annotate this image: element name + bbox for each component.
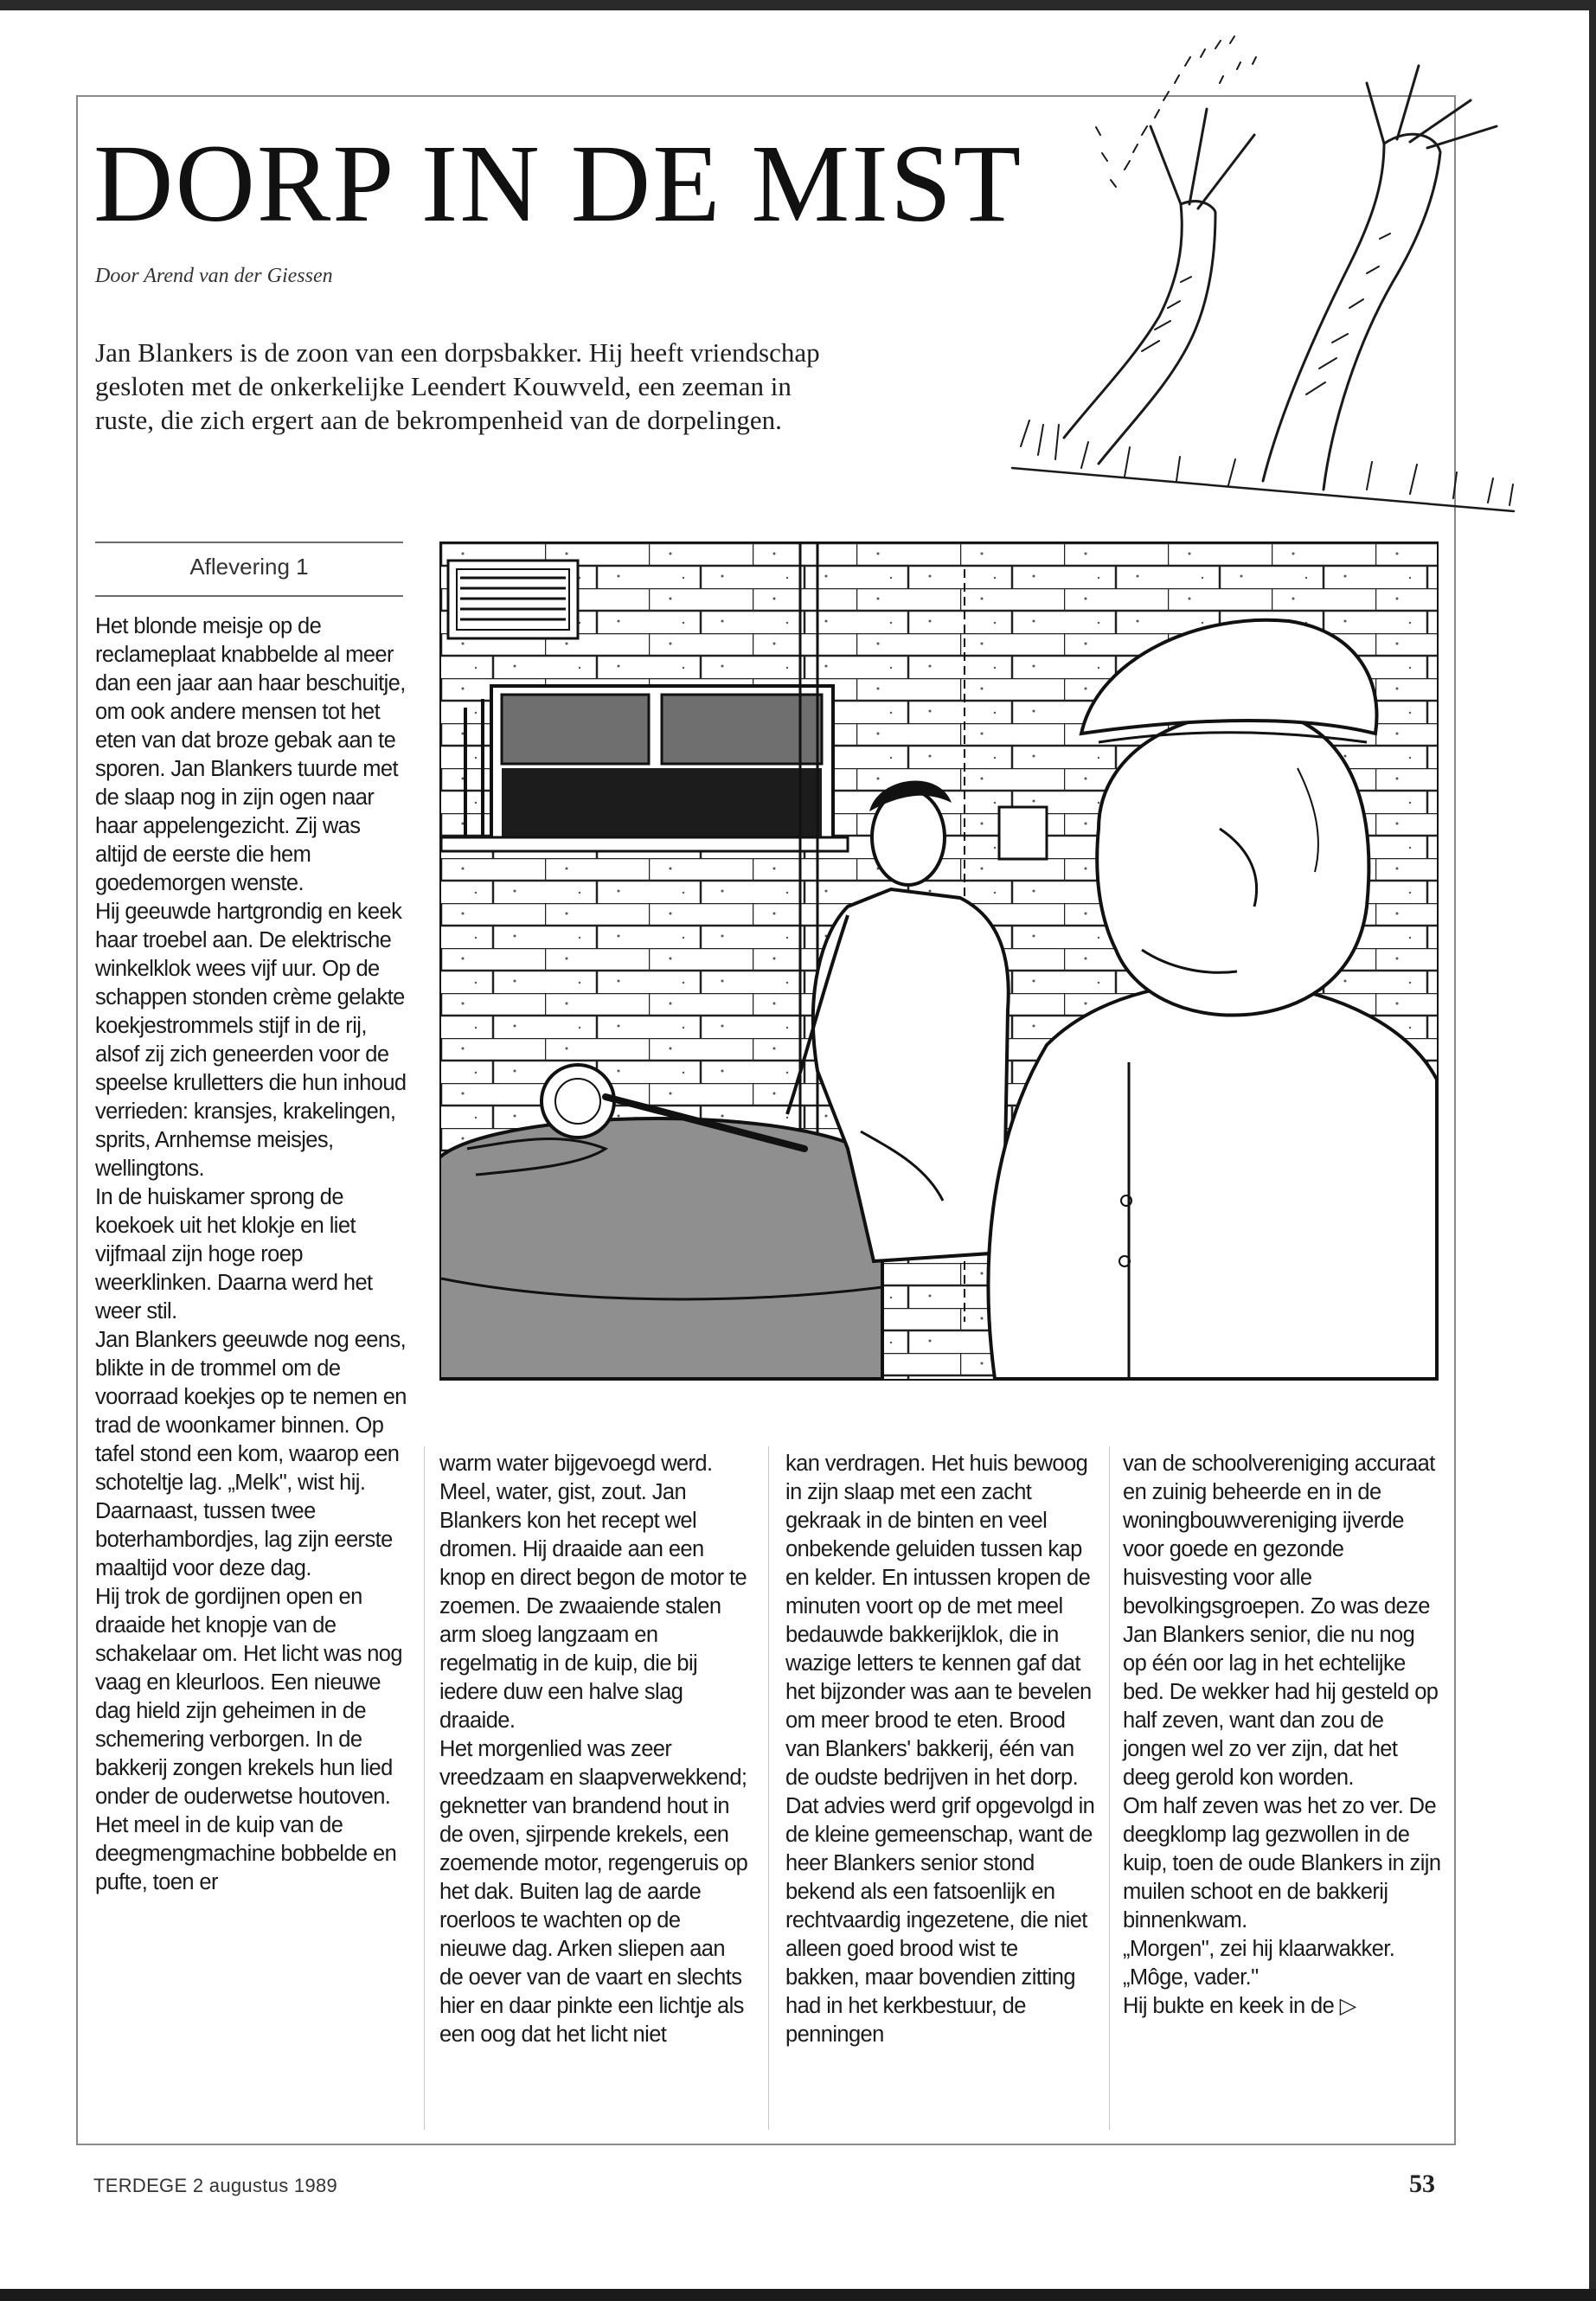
paragraph: Hij bukte en keek in de ▷ xyxy=(1123,1994,1356,2018)
text-column-1 xyxy=(95,612,407,1897)
episode-rule-top xyxy=(95,542,403,543)
column-divider xyxy=(768,1446,769,2130)
paragraph: In de huiskamer sprong de koekoek uit het klokje en liet vijfmaal zijn hoge roep weerklinken. Daarna werd het weer stil. xyxy=(95,1185,373,1324)
paragraph: kan verdragen. Het huis bewoog in zijn slaap met een zacht gekraak in de binten en veel onbekende geluiden tussen kap en kelder. En intussen kropen de minuten voort op de met meel bedauwde bakkerijklok, die in wazige letters te kennen gaf dat het bijzonder was aan te bevelen om meer brood te eten. Brood van Blankers' bakkerij, één van de oudste bedrijven in het dorp. Dat advies werd grif opgevolgd in de kleine gemeenschap, want de heer Blankers senior stond bekend als een fatsoenlijk en rechtvaardig ingezetene, die niet alleen goed brood wist te bakken, maar bovendien zitting had in het kerkbestuur, de penningen xyxy=(785,1452,1095,2047)
paragraph: Hij geeuwde hartgrondig en keek haar troebel aan. De elektrische winkelklok wees vijf uur. Op de schappen stonden crème gelakte koekjestrommels stijf in de rij, alsof zij zich geneerden voor de speelse krulletters die hun inhoud verrieden: kransjes, krakelingen, sprits, Arnhemse meisjes, wellingtons. xyxy=(95,900,407,1181)
paragraph: Het meel in de kuip van de deegmengmachine bobbelde en pufte, toen er xyxy=(95,1813,397,1894)
column-divider xyxy=(424,1446,425,2130)
article-intro: Jan Blankers is de zoon van een dorpsbakker. Hij heeft vriendschap gesloten met de onkerkelijke Leendert Kouwveld, een zeeman in ruste, die zich ergert aan de bekrompenheid van de dorpelingen. xyxy=(95,337,820,435)
episode-rule-bottom xyxy=(95,595,403,597)
paragraph: Het blonde meisje op de reclameplaat knabbelde al meer dan een jaar aan haar beschuitje, om ook andere mensen tot het eten van dat broze gebak aan te sporen. Jan Blankers tuurde met de slaap nog in zijn ogen naar haar appelengezicht. Zij was altijd de eerste die hem goedemorgen wenste. xyxy=(95,614,406,895)
paragraph: warm water bijgevoegd werd. Meel, water, gist, zout. Jan Blankers kon het recept wel dromen. Hij draaide aan een knop en direct begon de motor te zoemen. De zwaaiende stalen arm sloeg langzaam en regelmatig in de kuip, die bij iedere duw een halve slag draaide. xyxy=(439,1452,747,1733)
episode-label: Aflevering 1 xyxy=(189,554,309,580)
page-edge-bottom xyxy=(0,2289,1596,2301)
text-column-2 xyxy=(439,1450,751,2049)
paragraph: Jan Blankers geeuwde nog eens, blikte in de trommel om de voorraad koekjes op te nemen en trad de woonkamer binnen. Op tafel stond een kom, waarop een schoteltje lag. „Melk", wist hij. Daarnaast, tussen twee boterhambordjes, lag zijn eerste maaltijd voor deze dag. xyxy=(95,1328,407,1580)
page-edge-top xyxy=(0,0,1596,10)
paragraph: Het morgenlied was zeer vreedzaam en slaapverwekkend; geknetter van brandend hout in de oven, sjirpende krekels, een zoemende motor, regengeruis op het dak. Buiten lag de aarde roerloos te wachten op de nieuwe dag. Arken sliepen aan de oever van de vaart en slechts hier en daar pinkte een lichtje als een oog dat het licht niet xyxy=(439,1737,748,2047)
page-edge-right xyxy=(1589,0,1596,2301)
paragraph: Om half zeven was het zo ver. De deegklomp lag gezwollen in de kuip, toen de oude Blankers in zijn muilen schoot en de bakkerij binnenkwam. xyxy=(1123,1794,1441,1932)
paragraph: „Morgen", zei hij klaarwakker. xyxy=(1123,1937,1395,1961)
text-column-3 xyxy=(785,1450,1097,2049)
bakery-scene xyxy=(441,543,1437,1379)
article-title: DORP IN DE MIST xyxy=(93,122,1023,245)
article-byline: Door Arend van der Giessen xyxy=(95,265,333,287)
bakery-illustration xyxy=(439,542,1439,1381)
footer-publication: TERDEGE 2 augustus 1989 xyxy=(93,2175,338,2196)
text-column-4 xyxy=(1123,1450,1443,2021)
willow-trees-illustration xyxy=(1003,31,1522,524)
paragraph: Hij trok de gordijnen open en draaide het knopje van de schakelaar om. Het licht was nog vaag en kleurloos. Een nieuwe dag hield zijn geheimen in de schemering verborgen. In de bakkerij zongen krekels hun lied onder de ouderwetse houtoven. xyxy=(95,1585,402,1809)
column-divider xyxy=(1109,1446,1110,2130)
page-number: 53 xyxy=(1409,2170,1435,2198)
paragraph: van de schoolvereniging accuraat en zuinig beheerde en in de woningbouwvereniging ijverde voor goede en gezonde huisvesting voor alle bevolkingsgroepen. Zo was deze Jan Blankers senior, die nu nog op één oor lag in het echtelijke bed. De wekker had hij gesteld op half zeven, want dan zou de jongen wel zo ver zijn, dat het deeg gerold kon worden. xyxy=(1123,1452,1439,1790)
paragraph: „Môge, vader." xyxy=(1123,1965,1259,1990)
